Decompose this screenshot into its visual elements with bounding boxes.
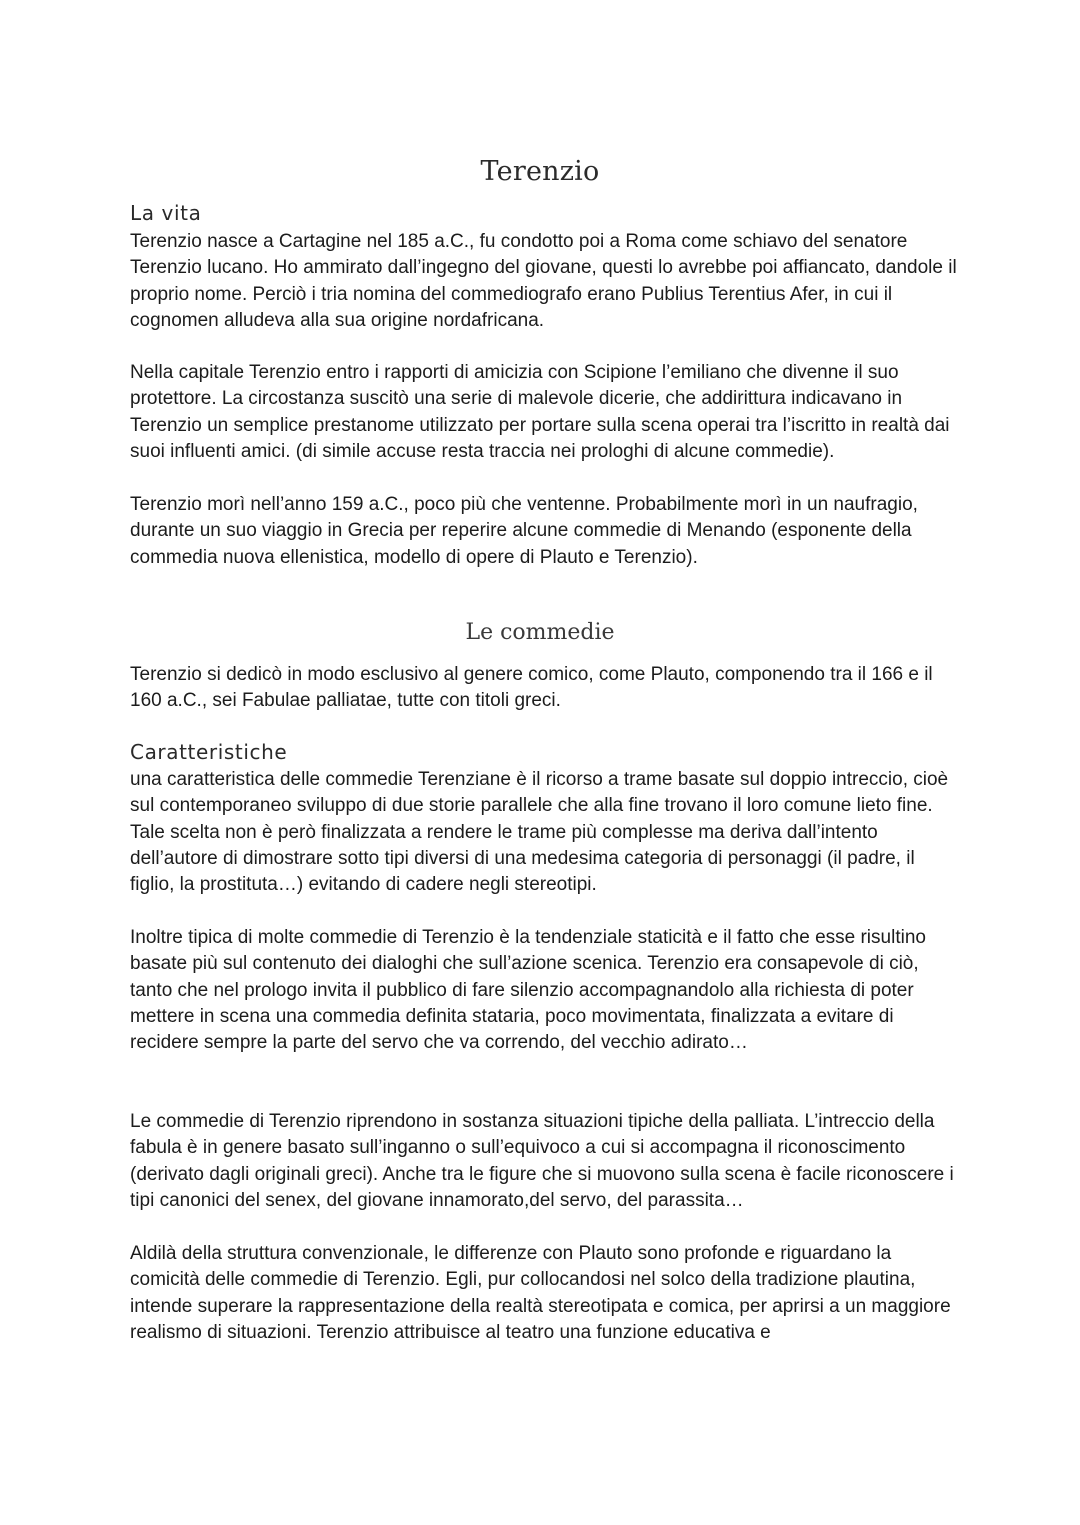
section-title-le-commedie: Le commedie <box>465 620 615 645</box>
paragraph-caratteristiche-1: una caratteristica delle commedie Terenziane è il ricorso a trame basate sul doppio intreccio, cioè sul contemporaneo sviluppo di due storie parallele che alla fine trovano il loro comune lieto fine. Tale scelta non è però finalizzata a rendere le trame più complesse ma deriva dall’intento dell’autore di dimostrare sotto tipi diversi di una medesima categoria di personaggi (il padre, il figlio, la prostituta…) evitando di cadere negli stereotipi. <box>130 769 949 896</box>
section-heading-la-vita: La vita <box>130 201 202 225</box>
paragraph-vita-2: Nella capitale Terenzio entro i rapporti di amicizia con Scipione l’emiliano che divenne il suo protettore. La circostanza suscitò una serie di malevole dicerie, che addirittura indicavano in Terenzio un semplice prestanome utilizzato per portare sulla scena operai tra l’iscritto in realtà dai suoi influenti amici. (di simile accuse resta traccia nei prologhi di alcune commedie). <box>130 362 950 462</box>
paragraph-vita-3: Terenzio morì nell’anno 159 a.C., poco più che ventenne. Probabilmente morì in un naufragio, durante un suo viaggio in Grecia per reperire alcune commedie di Menando (esponente della commedia nuova ellenistica, modello di opere di Plauto e Terenzio). <box>130 494 918 568</box>
document-title: Terenzio <box>480 156 600 187</box>
paragraph-vita-1: Terenzio nasce a Cartagine nel 185 a.C., fu condotto poi a Roma come schiavo del senatore Terenzio lucano. Ho ammirato dall’ingegno del giovane, questi lo avrebbe poi affiancato, dandole il proprio nome. Perciò i tria nomina del commediografo erano Publius Terentius Afer, in cui il cognomen alludeva alla sua origine nordafricana. <box>130 231 957 331</box>
paragraph-commedie-intro: Terenzio si dedicò in modo esclusivo al genere comico, come Plauto, componendo tra il 166 e il 160 a.C., sei Fabulae palliatae, tutte con titoli greci. <box>130 664 933 712</box>
paragraph-caratteristiche-4: Aldilà della struttura convenzionale, le differenze con Plauto sono profonde e riguardano la comicità delle commedie di Terenzio. Egli, pur collocandosi nel solco della tradizione plautina, intende superare la rappresentazione della realtà stereotipata e comica, per aprirsi a un maggiore realismo di situazioni. Terenzio attribuisce al teatro una funzione educativa e <box>130 1243 951 1343</box>
paragraph-caratteristiche-2: Inoltre tipica di molte commedie di Terenzio è la tendenziale staticità e il fatto che esse risultino basate più sul contenuto dei dialoghi che sull’azione scenica. Terenzio era consapevole di ciò, tanto che nel prologo invita il pubblico di fare silenzio accompagnandolo alla richiesta di poter mettere in scena una commedia definita stataria, poco movimentata, finalizzata a evitare di recidere sempre la parte del servo che va correndo, del vecchio adirato… <box>130 927 926 1054</box>
section-heading-caratteristiche: Caratteristiche <box>130 740 288 764</box>
paragraph-caratteristiche-3: Le commedie di Terenzio riprendono in sostanza situazioni tipiche della palliata. L’intreccio della fabula è in genere basato sull’inganno o sull’equivoco a cui si accompagna il riconoscimento (derivato dagli originali greci). Anche tra le figure che si muovono sulla scena è facile riconoscere i tipi canonici del senex, del giovane innamorato,del servo, del parassita… <box>130 1111 954 1211</box>
